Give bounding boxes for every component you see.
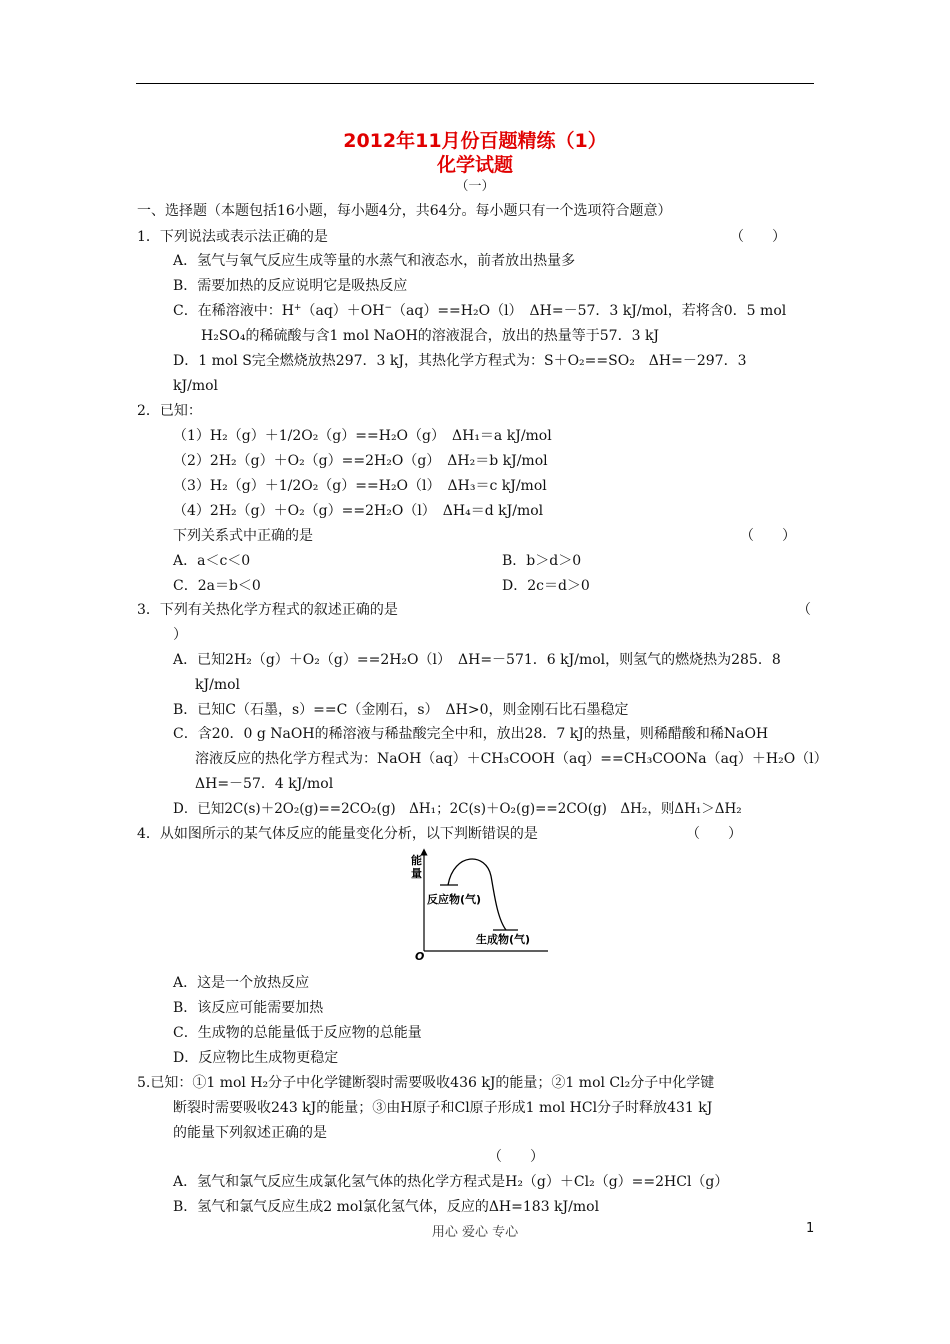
origin-label: O	[415, 950, 425, 963]
q5-stem-line2: 断裂时需要吸收243 kJ的能量；③由H原子和Cl原子形成1 mol HCl分子时释放431 kJ	[173, 1100, 713, 1116]
reactant-label: 反应物(气)	[427, 893, 482, 906]
q2-equation-4: （4）2H₂（g）＋O₂（g）==2H₂O（l） ΔH₄＝d kJ/mol	[173, 503, 544, 519]
page-number: 1	[806, 1221, 815, 1236]
q2-answer-bracket: （ ）	[740, 528, 796, 544]
q3-option-a-line1: A．已知2H₂（g）＋O₂（g）==2H₂O（l） ΔH=－571．6 kJ/mol，则氢气的燃烧热为285．8	[173, 652, 781, 668]
q3-option-c-line3: ΔH=－57．4 kJ/mol	[195, 776, 334, 792]
q2-equation-1: （1）H₂（g）＋1/2O₂（g）==H₂O（g） ΔH₁＝a kJ/mol	[173, 428, 552, 444]
q2-equation-3: （3）H₂（g）＋1/2O₂（g）==H₂O（l） ΔH₃＝c kJ/mol	[173, 478, 547, 494]
q4-option-d: D．反应物比生成物更稳定	[173, 1050, 339, 1066]
q4-answer-bracket: （ ）	[686, 826, 742, 842]
q5-stem-line3: 的能量下列叙述正确的是	[173, 1125, 327, 1141]
q4-option-b: B．该反应可能需要加热	[173, 1000, 324, 1016]
q2-option-c: C．2a＝b＜0	[173, 578, 261, 594]
q2-option-d: D．2c＝d＞0	[502, 578, 590, 594]
q2-stem: 2．已知：	[137, 403, 202, 419]
section-mark: （一）	[455, 179, 495, 194]
q1-option-c-line2: H₂SO₄的稀硫酸与含1 mol NaOH的溶液混合，放出的热量等于57．3 kJ	[201, 328, 660, 344]
q5-option-b: B．氢气和氯气反应生成2 mol氯化氢气体，反应的ΔH=183 kJ/mol	[173, 1199, 600, 1215]
y-axis-label-1: 能	[411, 854, 422, 867]
q2-equation-2: （2）2H₂（g）＋O₂（g）==2H₂O（g） ΔH₂＝b kJ/mol	[173, 453, 548, 469]
q1-option-b: B．需要加热的反应说明它是吸热反应	[173, 278, 408, 294]
q2-ask: 下列关系式中正确的是	[173, 528, 313, 544]
page-footer: 用心 爱心 专心	[431, 1225, 519, 1240]
q1-answer-bracket: （ ）	[730, 229, 786, 245]
q1-option-d-line1: D．1 mol S完全燃烧放热297．3 kJ，其热化学方程式为：S＋O₂==SO₂ ΔH=－297．3	[173, 353, 747, 369]
q3-stem: 3．下列有关热化学方程式的叙述正确的是	[137, 602, 398, 618]
q1-option-c-line1: C．在稀溶液中：H+（aq）＋OH−（aq）==H₂O（l） ΔH=－57．3 kJ/mol，若将含0．5 mol	[173, 303, 787, 319]
q5-option-a: A．氢气和氯气反应生成氯化氢气体的热化学方程式是H₂（g）＋Cl₂（g）==2HCl（g）	[173, 1174, 729, 1190]
q5-stem-line1: 5.已知：①1 mol H₂分子中化学键断裂时需要吸收436 kJ的能量；②1 mol Cl₂分子中化学键	[137, 1075, 715, 1091]
product-label: 生成物(气)	[476, 933, 531, 946]
q4-option-a: A．这是一个放热反应	[173, 975, 310, 991]
q3-option-c-line1: C．含20．0 g NaOH的稀溶液与稀盐酸完全中和，放出28．7 kJ的热量，则稀醋酸和稀NaOH	[173, 726, 769, 742]
q2-option-a: A．a＜c＜0	[173, 553, 251, 569]
section-heading: 一、选择题（本题包括16小题，每小题4分，共64分。每小题只有一个选项符合题意）	[137, 203, 672, 219]
q1-stem: 1．下列说法或表示法正确的是	[137, 229, 328, 245]
paper-subtitle: 化学试题	[436, 154, 513, 176]
q4-option-c: C．生成物的总能量低于反应物的总能量	[173, 1025, 422, 1041]
q5-answer-bracket: （ ）	[488, 1149, 544, 1165]
q4-stem: 4．从如图所示的某气体反应的能量变化分析，以下判断错误的是	[137, 826, 538, 842]
q3-bracket-close: ）	[173, 627, 187, 643]
header-rule	[136, 83, 814, 84]
q3-option-d: D．已知2C(s)＋2O₂(g)==2CO₂(g) ΔH₁；2C(s)＋O₂(g)==2CO(g) ΔH₂，则ΔH₁＞ΔH₂	[173, 801, 742, 817]
paper-title: 2012年11月份百题精练（1）	[343, 130, 607, 152]
q1-option-d-line2: kJ/mol	[173, 378, 218, 394]
q2-option-b: B．b＞d＞0	[502, 553, 582, 569]
energy-diagram	[378, 848, 558, 963]
q3-option-a-line2: kJ/mol	[195, 677, 240, 693]
q3-option-b: B．已知C（石墨，s）==C（金刚石，s） ΔH>0，则金刚石比石墨稳定	[173, 702, 629, 718]
q1-option-a: A．氢气与氧气反应生成等量的水蒸气和液态水，前者放出热量多	[173, 253, 576, 269]
q3-bracket-open: （	[797, 602, 811, 618]
q3-option-c-line2: 溶液反应的热化学方程式为：NaOH（aq）＋CH₃COOH（aq）==CH₃COONa（aq）＋H₂O（l）	[195, 751, 828, 767]
y-axis-label-2: 量	[411, 867, 422, 880]
